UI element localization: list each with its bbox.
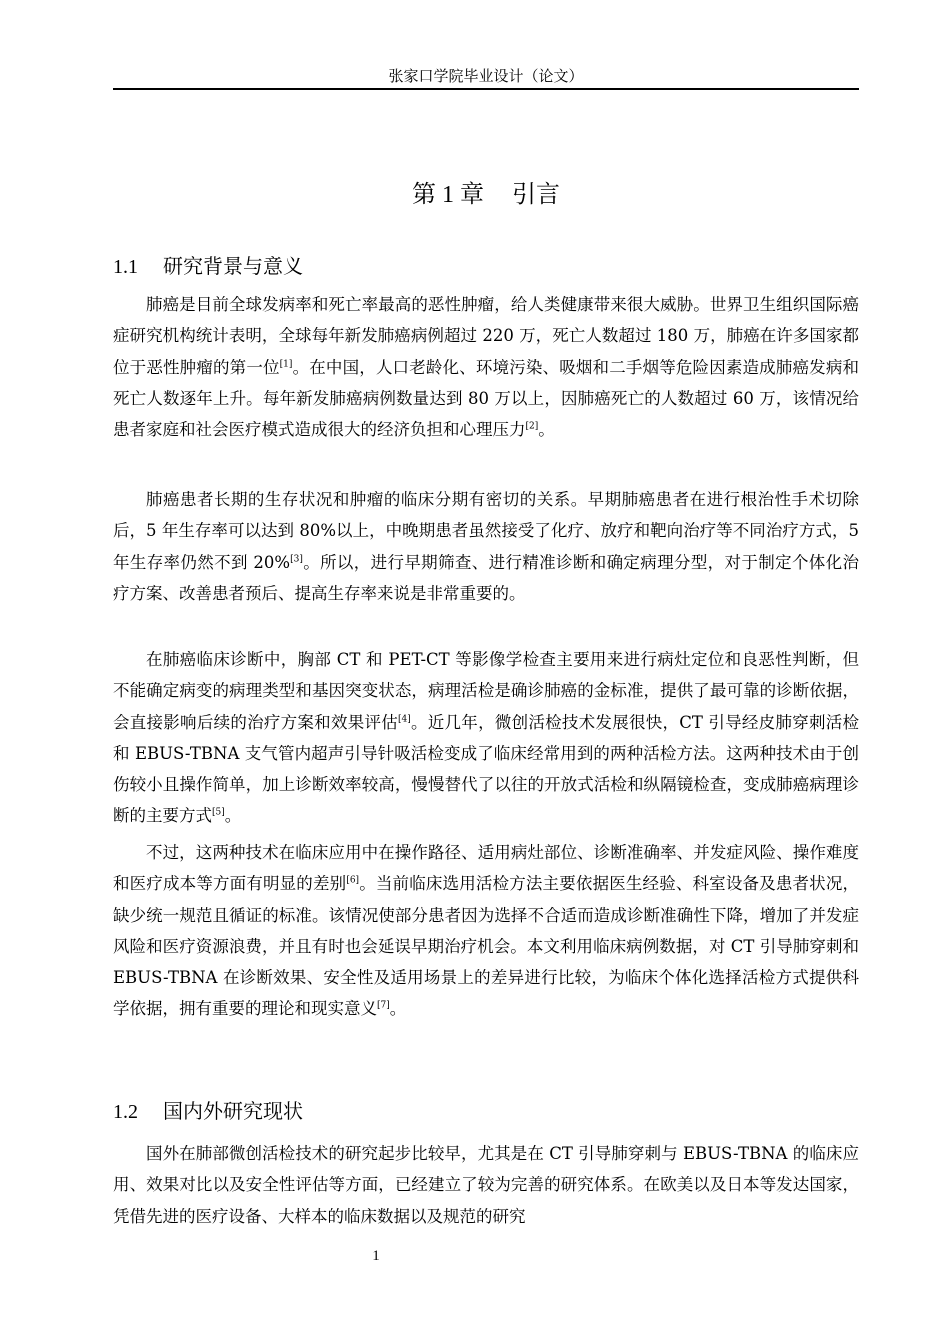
citation[interactable]: [1] — [279, 359, 293, 370]
paragraph-1: 肺癌是目前全球发病率和死亡率最高的恶性肿瘤，给人类健康带来很大威胁。世界卫生组织国际癌症研究机构统计表明，全球每年新发肺癌病例超过 220 万，死亡人数超过 180 万，肺癌在许多国家都位于恶性肿瘤的第一位[1]。在中国，人口老龄化、环境污染、吸烟和二手烟等危险因素造成肺癌发病和死亡人数逐年上升。每年新发肺癌病例数量达到 80 万以上，因肺癌死亡的人数超过 60 万，该情况给患者家庭和社会医疗模式造成很大的经济负担和心理压力[2]。 — [113, 295, 860, 440]
chapter-number: 第 1 章 — [412, 182, 484, 208]
section-heading-1-2 — [113, 1097, 859, 1126]
section-title: 国内外研究现状 — [163, 1099, 303, 1123]
paragraph-3: 在肺癌临床诊断中，胸部 CT 和 PET-CT 等影像学检查主要用来进行病灶定位和良恶性判断，但不能确定病变的病理类型和基因突变状态，病理活检是确诊肺癌的金标准，提供了最可靠的诊断依据，会直接影响后续的治疗方案和效果评估[4]。近几年，微创活检技术发展很快，CT 引导经皮肺穿刺活检和 EBUS-TBNA 支气管内超声引导针吸活检变成了临床经常用到的两种活检方法。这两种技术由于创伤较小且操作简单，加上诊断效率较高，慢慢替代了以往的开放式活检和纵隔镜检查，变成肺癌病理诊断的主要方式[5]。 — [113, 650, 860, 826]
citation[interactable]: [3] — [290, 554, 303, 565]
section-number: 1.1 — [113, 256, 138, 278]
citation[interactable]: [7] — [377, 1000, 390, 1011]
section-title: 研究背景与意义 — [163, 254, 303, 278]
citation[interactable]: [4] — [398, 714, 411, 725]
header-rule — [113, 88, 859, 90]
page-header: 张家口学院毕业设计（论文） — [388, 67, 584, 85]
paragraph-4: 不过，这两种技术在临床应用中在操作路径、适用病灶部位、诊断准确率、并发症风险、操作难度和医疗成本等方面有明显的差别[6]。当前临床选用活检方法主要依据医生经验、科室设备及患者状况，缺少统一规范且循证的标准。该情况使部分患者因为选择不合适而造成诊断准确性下降，增加了并发症风险和医疗资源浪费，并且有时也会延误早期治疗机会。本文利用临床病例数据，对 CT 引导肺穿刺和 EBUS-TBNA 在诊断效果、安全性及适用场景上的差异进行比较，为临床个体化选择活检方式提供科学依据，拥有重要的理论和现实意义[7]。 — [113, 843, 860, 1019]
section-number: 1.2 — [113, 1101, 138, 1123]
citation[interactable]: [6] — [346, 875, 360, 886]
page-number: 1 — [372, 1248, 380, 1264]
paragraph-2: 肺癌患者长期的生存状况和肿瘤的临床分期有密切的关系。早期肺癌患者在进行根治性手术切除后，5 年生存率可以达到 80%以上，中晚期患者虽然接受了化疗、放疗和靶向治疗等不同治疗方式，5 年生存率仍然不到 20%[3]。所以，进行早期筛查、进行精准诊断和确定病理分型，对于制定个体化治疗方案、改善患者预后、提高生存率来说是非常重要的。 — [113, 490, 860, 603]
citation[interactable]: [2] — [525, 421, 539, 432]
paragraph-5: 国外在肺部微创活检技术的研究起步比较早，尤其是在 CT 引导肺穿刺与 EBUS-TBNA 的临床应用、效果对比以及安全性评估等方面，已经建立了较为完善的研究体系。在欧美以及日本等发达国家，凭借先进的医疗设备、大样本的临床数据以及规范的研究 — [113, 1144, 859, 1226]
chapter-title: 引言 — [512, 180, 560, 208]
citation[interactable]: [5] — [212, 807, 225, 818]
section-heading-1-1 — [113, 252, 859, 281]
chapter-heading — [113, 178, 859, 211]
